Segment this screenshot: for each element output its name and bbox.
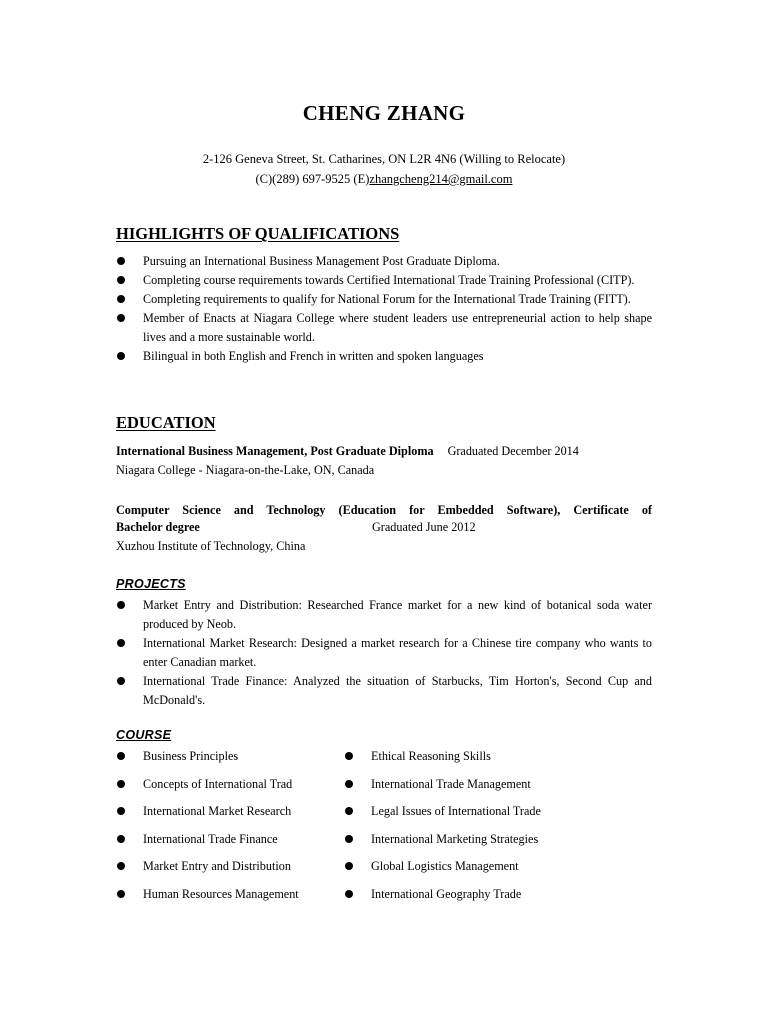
education-heading: EDUCATION: [116, 413, 216, 432]
program-name: Bachelor degree: [116, 520, 200, 534]
list-item: International Marketing Strategies: [344, 830, 574, 858]
bullet-icon: [345, 807, 353, 815]
projects-heading: PROJECTS: [116, 577, 186, 591]
bullet-icon: [117, 890, 125, 898]
list-item: International Trade Finance: Analyzed the situation of Starbucks, Tim Horton's, Second Cup and McDonald's.: [116, 672, 652, 710]
education-entry-2-title: Computer Science and Technology (Education for Embedded Software), Certificate of: [116, 503, 652, 517]
bullet-icon: [345, 862, 353, 870]
list-item: International Market Research: Designed a market research for a Chinese tire company who wants to enter Canadian market.: [116, 634, 652, 672]
bullet-icon: [117, 807, 125, 815]
course-list-right: [344, 747, 574, 913]
bullet-icon: [117, 780, 125, 788]
bullet-icon: [117, 677, 125, 685]
list-item: Legal Issues of International Trade: [344, 802, 574, 830]
bullet-icon: [117, 835, 125, 843]
list-item: Business Principles: [116, 747, 346, 775]
list-item: Completing requirements to qualify for National Forum for the International Trade Training (FITT).: [116, 290, 652, 309]
list-item: Market Entry and Distribution: [116, 857, 346, 885]
bullet-icon: [117, 639, 125, 647]
bullet-icon: [117, 314, 125, 322]
list-item: Member of Enacts at Niagara College where student leaders use entrepreneurial action to help shape lives and a more sustainable world.: [116, 309, 652, 347]
bullet-icon: [345, 890, 353, 898]
list-item: International Market Research: [116, 802, 346, 830]
course-heading: COURSE: [116, 728, 172, 742]
bullet-icon: [117, 752, 125, 760]
program-name: International Business Management, Post Graduate Diploma: [116, 444, 434, 458]
list-item: Completing course requirements towards Certified International Trade Training Professional (CITP).: [116, 271, 652, 290]
list-item: Human Resources Management: [116, 885, 346, 913]
education-entry-1-title: [116, 444, 579, 459]
bullet-icon: [345, 752, 353, 760]
list-item: Market Entry and Distribution: Researched France market for a new kind of botanical soda water produced by Neob.: [116, 596, 652, 634]
graduation-date: Graduated December 2014: [447, 444, 579, 458]
bullet-icon: [117, 295, 125, 303]
bullet-icon: [345, 835, 353, 843]
bullet-icon: [117, 862, 125, 870]
highlights-list: [116, 252, 652, 366]
school-name: Niagara College - Niagara-on-the-Lake, ON, Canada: [116, 463, 375, 477]
bullet-icon: [117, 276, 125, 284]
list-item: Pursuing an International Business Management Post Graduate Diploma.: [116, 252, 652, 271]
projects-list: [116, 596, 652, 710]
school-name: Xuzhou Institute of Technology, China: [116, 539, 306, 553]
list-item: International Trade Finance: [116, 830, 346, 858]
list-item: Ethical Reasoning Skills: [344, 747, 574, 775]
bullet-icon: [345, 780, 353, 788]
list-item: International Trade Management: [344, 775, 574, 803]
address-line: 2-126 Geneva Street, St. Catharines, ON L2R 4N6 (Willing to Relocate): [202, 152, 566, 166]
bullet-icon: [117, 601, 125, 609]
list-item: Concepts of International Trad: [116, 775, 346, 803]
course-list-left: [116, 747, 346, 913]
list-item: Bilingual in both English and French in written and spoken languages: [116, 347, 652, 366]
bullet-icon: [117, 257, 125, 265]
list-item: International Geography Trade: [344, 885, 574, 913]
email-link[interactable]: zhangcheng214@gmail.com: [369, 172, 513, 186]
education-entry-2-line2: [116, 520, 200, 535]
phone-text: (C)(289) 697-9525 (E): [255, 172, 370, 186]
list-item: Global Logistics Management: [344, 857, 574, 885]
candidate-name: CHENG ZHANG: [302, 101, 466, 125]
bullet-icon: [117, 352, 125, 360]
highlights-heading: HIGHLIGHTS OF QUALIFICATIONS: [116, 224, 400, 243]
contact-line: [0, 172, 768, 187]
graduation-date: Graduated June 2012: [372, 520, 476, 534]
